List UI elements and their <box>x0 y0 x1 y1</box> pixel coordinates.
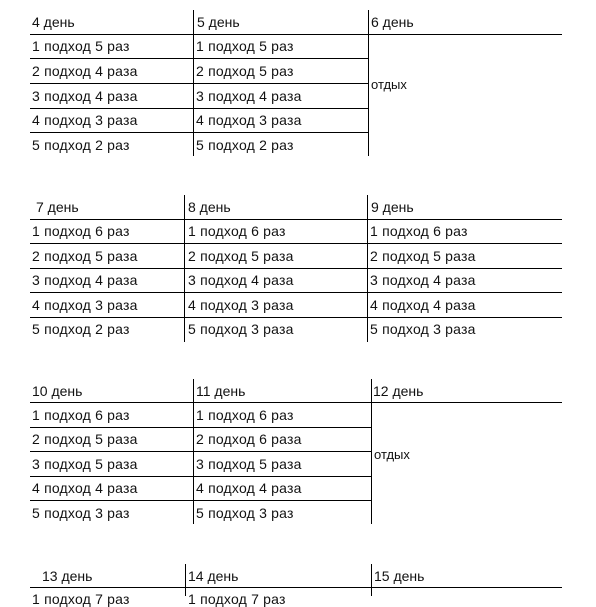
table-cell: 2 подход 6 раза <box>196 431 302 447</box>
table-cell: 2 подход 5 раз <box>196 63 294 79</box>
table-cell: 1 подход 6 раз <box>32 407 130 423</box>
day-header: 10 день <box>32 383 83 399</box>
table-cell: 5 подход 2 раз <box>32 137 130 153</box>
table-cell: 3 подход 4 раза <box>32 88 138 104</box>
day-header: 15 день <box>374 568 425 584</box>
table-cell: 5 подход 3 раза <box>188 321 294 337</box>
day-header: 8 день <box>188 199 231 215</box>
day-header: 5 день <box>197 14 240 30</box>
table-cell: 2 подход 5 раза <box>188 248 294 264</box>
table-cell: 2 подход 5 раза <box>32 248 138 264</box>
table-cell: 3 подход 4 раза <box>188 272 294 288</box>
row-divider <box>30 587 562 588</box>
table-cell: 4 подход 4 раза <box>196 480 302 496</box>
table-cell: 3 подход 4 раза <box>32 272 138 288</box>
table-cell: 4 подход 3 раза <box>32 112 138 128</box>
table-cell: 1 подход 7 раз <box>188 591 286 607</box>
table-cell: 2 подход 4 раза <box>32 63 138 79</box>
day-header: 11 день <box>196 383 246 399</box>
table-cell: 5 подход 3 раз <box>196 505 294 521</box>
rest-day-label: отдых <box>374 447 410 462</box>
day-header: 6 день <box>371 14 414 30</box>
table-cell: 1 подход 6 раз <box>188 223 286 239</box>
rest-day-label: отдых <box>371 77 407 92</box>
table-cell: 1 подход 5 раз <box>196 38 294 54</box>
day-header: 7 день <box>36 199 79 215</box>
table-cell: 4 подход 4 раза <box>32 480 138 496</box>
day-header: 14 день <box>188 568 239 584</box>
table-cell: 4 подход 3 раза <box>32 297 138 313</box>
table-cell: 5 подход 2 раз <box>32 321 130 337</box>
table-cell: 4 подход 3 раза <box>188 297 294 313</box>
table-cell: 4 подход 4 раза <box>370 297 476 313</box>
table-cell: 5 подход 3 раза <box>370 321 476 337</box>
table-cell: 1 подход 5 раз <box>32 38 130 54</box>
table-cell: 3 подход 5 раза <box>196 456 302 472</box>
table-cell: 1 подход 6 раз <box>32 223 130 239</box>
day-header: 13 день <box>42 568 93 584</box>
table-cell: 3 подход 4 раза <box>196 88 302 104</box>
table-cell: 1 подход 6 раз <box>370 223 468 239</box>
table-cell: 3 подход 5 раза <box>32 456 138 472</box>
day-header: 12 день <box>373 383 424 399</box>
table-cell: 5 подход 2 раз <box>196 137 294 153</box>
column-divider <box>371 564 372 596</box>
table-cell: 1 подход 6 раз <box>196 407 294 423</box>
table-cell: 2 подход 5 раза <box>370 248 476 264</box>
day-header: 4 день <box>32 14 75 30</box>
table-cell: 1 подход 7 раз <box>32 591 130 607</box>
table-cell: 5 подход 3 раз <box>32 505 130 521</box>
column-divider <box>185 564 186 596</box>
table-cell: 4 подход 3 раза <box>196 112 302 128</box>
table-cell: 2 подход 5 раза <box>32 431 138 447</box>
day-header: 9 день <box>371 199 414 215</box>
table-cell: 3 подход 4 раза <box>370 272 476 288</box>
